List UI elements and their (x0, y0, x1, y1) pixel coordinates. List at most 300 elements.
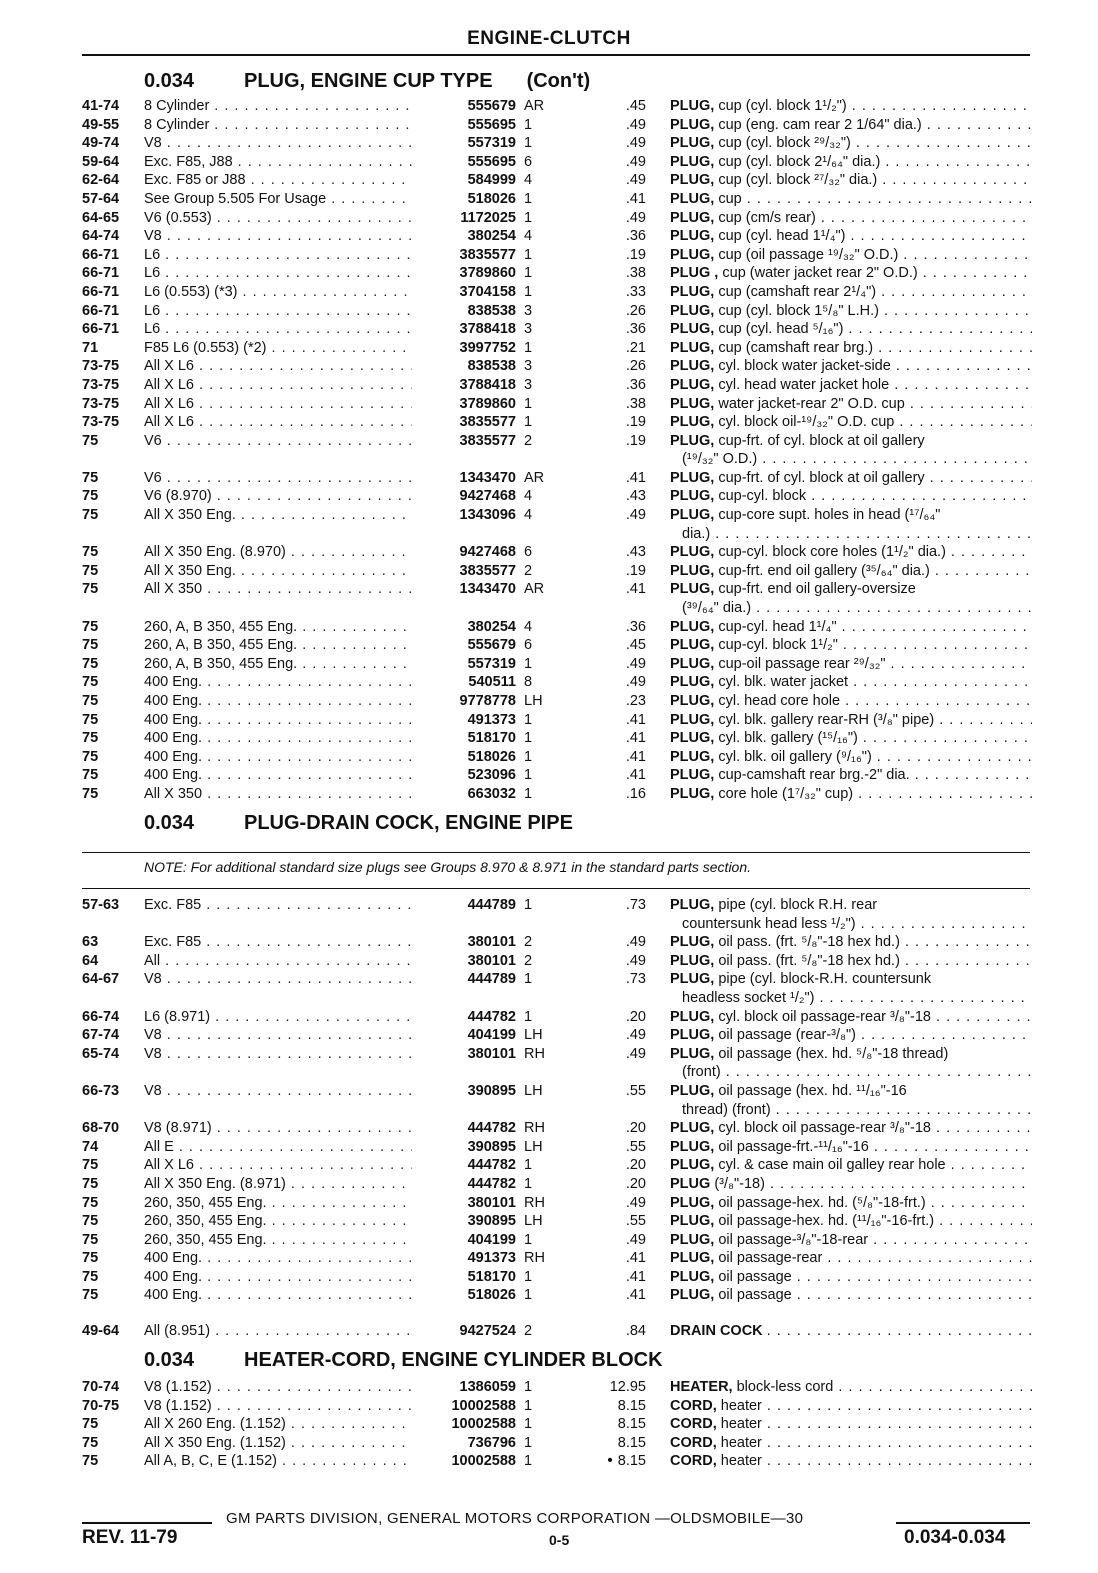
part-number-cell: 10002588 (412, 1452, 516, 1471)
item-description: cup (cyl. head 1¹/₄") (718, 228, 846, 245)
item-description-continued: (³⁹/₆₄" dia.) . . . (670, 599, 1032, 618)
price-cell: .73 (625, 971, 646, 988)
price-cell: .41 (625, 711, 646, 728)
item-description: cup (718, 190, 742, 207)
header-rule (82, 54, 1030, 56)
table-row (82, 711, 1032, 730)
quantity-cell: 1 (524, 265, 533, 282)
item-description: cup (cyl. block ²⁹/₃₂") (718, 135, 851, 152)
application-cell: L6 (0.553) (*3) . . . (144, 283, 422, 302)
item-description: cyl. block oil-¹⁹/₃₂" O.D. cup (718, 414, 895, 431)
description-cell (670, 506, 1032, 543)
table-row (82, 562, 1032, 581)
item-keyword: PLUG, (670, 952, 715, 969)
price-cell: .26 (625, 302, 646, 319)
quantity-cell: 2 (524, 432, 533, 449)
quantity-cell: 1 (524, 1231, 533, 1248)
item-description: cup-oil passage rear ²⁹/₃₂" (718, 655, 886, 672)
table-row (82, 116, 1032, 135)
year-cell: 59-64 (82, 153, 120, 170)
table-row (82, 543, 1032, 562)
quantity-cell: 1 (524, 1008, 533, 1025)
price-cell: .45 (625, 637, 646, 654)
section-title-cup-plug (144, 70, 590, 93)
item-description: oil pass. (frt. ⁵/₈"-18 hex hd.) (718, 934, 900, 951)
year-cell: 66-71 (82, 246, 120, 263)
footer-rule-left (82, 1522, 212, 1524)
table-row (82, 1156, 1032, 1175)
price-cell: .41 (625, 1287, 646, 1304)
description-cell (670, 1249, 1032, 1268)
description-cell (670, 1194, 1032, 1213)
application-cell: See Group 5.505 For Usage . . . (144, 190, 422, 209)
quantity-cell: 1 (524, 655, 533, 672)
item-description: oil passage-hex. hd. (⁵/₈"-18-frt.) (718, 1194, 926, 1211)
part-number-cell: 3788418 (412, 320, 516, 339)
item-description: cup (water jacket rear 2" O.D.) (722, 265, 918, 282)
table-row (82, 1415, 1032, 1434)
part-number-cell: 444782 (412, 1156, 516, 1175)
description-cell (670, 1415, 1032, 1434)
note-rule-top (82, 852, 1030, 853)
part-number-cell: 518026 (412, 748, 516, 767)
quantity-cell: 1 (524, 246, 533, 263)
item-description: oil passage-hex. hd. (¹¹/₁₆"-16-frt.) (718, 1213, 935, 1230)
year-cell: 70-75 (82, 1397, 120, 1414)
table-row (82, 1119, 1032, 1138)
item-keyword: PLUG, (670, 135, 715, 152)
quantity-cell: 1 (524, 897, 533, 913)
item-keyword: PLUG, (670, 1287, 715, 1304)
description-cell (670, 1175, 1032, 1194)
quantity-cell: 2 (524, 952, 533, 969)
quantity-cell: 1 (524, 339, 533, 356)
table-row (82, 766, 1032, 785)
item-keyword: PLUG, (670, 395, 715, 412)
table-row (82, 134, 1032, 153)
quantity-cell: 3 (524, 302, 533, 319)
description-cell (670, 711, 1032, 730)
item-description: cyl. block water jacket-side (718, 358, 891, 375)
part-number-cell: 10002588 (412, 1397, 516, 1416)
year-cell: 75 (82, 507, 99, 524)
item-keyword: PLUG, (670, 1120, 715, 1137)
item-keyword: PLUG, (670, 339, 715, 356)
description-cell (670, 395, 1032, 414)
item-keyword: PLUG, (670, 655, 715, 672)
application-cell: V6 . . . (144, 469, 422, 488)
item-description: oil passage (718, 1287, 792, 1304)
table-row (82, 320, 1032, 339)
description-cell (670, 227, 1032, 246)
table-row (82, 618, 1032, 637)
table-row (82, 246, 1032, 265)
item-keyword: PLUG, (670, 581, 715, 598)
item-description: cyl. block oil passage-rear ³/₈"-18 (718, 1120, 931, 1137)
year-cell: 71 (82, 339, 99, 356)
item-description: cup-frt. end oil gallery-oversize (718, 581, 916, 598)
price-cell: .26 (625, 358, 646, 375)
price-cell: .55 (625, 1213, 646, 1230)
table-row (82, 692, 1032, 711)
table-row (82, 227, 1032, 246)
part-number-cell: 380254 (412, 227, 516, 246)
section-number: 0.034 (144, 70, 195, 92)
item-keyword: PLUG , (670, 265, 719, 282)
description-cell (670, 320, 1032, 339)
year-cell: 66-71 (82, 302, 120, 319)
year-cell: 75 (82, 488, 99, 505)
item-keyword: PLUG, (670, 1250, 715, 1267)
price-cell: .33 (625, 283, 646, 300)
item-description: cup-cyl. block (718, 488, 807, 505)
part-number-cell: 491373 (412, 711, 516, 730)
table-row (82, 1452, 1032, 1471)
item-description: cyl. blk. water jacket (718, 674, 849, 691)
year-cell: 75 (82, 674, 99, 691)
item-description: cyl. block oil passage-rear ³/₈"-18 (718, 1008, 931, 1025)
item-description-continued: thread) (front) . . . (670, 1101, 1032, 1120)
price-cell: .19 (625, 562, 646, 579)
price-cell: .43 (625, 488, 646, 505)
item-keyword: PLUG, (670, 488, 715, 505)
description-cell (670, 487, 1032, 506)
description-cell (670, 469, 1032, 488)
item-keyword: PLUG, (670, 1045, 715, 1062)
item-keyword: PLUG, (670, 1268, 715, 1285)
application-cell: All E . . . (144, 1138, 422, 1157)
item-keyword: PLUG, (670, 544, 715, 561)
quantity-cell: 4 (524, 618, 533, 635)
item-description: pipe (cyl. block R.H. rear (718, 897, 878, 913)
application-cell: All X 260 Eng. (1.152) . . . (144, 1415, 422, 1434)
price-cell: .19 (625, 246, 646, 263)
item-keyword: PLUG, (670, 469, 715, 486)
year-cell: 66-71 (82, 265, 120, 282)
year-cell: 75 (82, 581, 99, 598)
application-cell: All X L6 . . . (144, 395, 422, 414)
item-keyword: PLUG, (670, 618, 715, 635)
description-cell (670, 97, 1032, 116)
quantity-cell: 1 (524, 1268, 533, 1285)
description-cell (670, 1322, 1032, 1341)
item-description: cup-frt. of cyl. block at oil gallery (718, 469, 925, 486)
year-cell: 75 (82, 785, 99, 802)
price-cell: .49 (625, 1045, 646, 1062)
quantity-cell: 2 (524, 934, 533, 951)
part-number-cell: 3704158 (412, 283, 516, 302)
item-description: cup (cm/s rear) (718, 209, 816, 226)
application-cell: V6 (8.970) . . . (144, 487, 422, 506)
application-cell: 8 Cylinder . . . (144, 97, 422, 116)
item-keyword: PLUG, (670, 302, 715, 319)
part-number-cell: 555695 (412, 116, 516, 135)
quantity-cell: 1 (524, 785, 533, 802)
table-row (82, 970, 1032, 1007)
year-cell: 65-74 (82, 1045, 120, 1062)
part-number-cell: 555679 (412, 636, 516, 655)
item-keyword: PLUG, (670, 674, 715, 691)
item-description: cyl. head core hole (718, 693, 841, 709)
footer-rule-right (896, 1522, 1030, 1524)
description-cell (670, 283, 1032, 302)
item-keyword: CORD, (670, 1416, 717, 1433)
item-description: cyl. blk. gallery (¹⁵/₁₆") (718, 730, 858, 747)
item-description: water jacket-rear 2" O.D. cup (718, 395, 905, 412)
application-cell: V8 . . . (144, 227, 422, 246)
quantity-cell: 1 (524, 711, 533, 728)
item-keyword: PLUG, (670, 1231, 715, 1248)
part-number-cell: 9778778 (412, 692, 516, 711)
item-description: cyl. blk. gallery rear-RH (³/₈" pipe) (718, 711, 935, 728)
item-keyword: PLUG, (670, 711, 715, 728)
footer-group-range: 0.034-0.034 (904, 1527, 1006, 1548)
price-cell: .73 (625, 897, 646, 913)
item-description-continued: headless socket ¹/₂") . . . (670, 989, 1032, 1008)
part-number-cell: 540511 (412, 673, 516, 692)
description-cell (670, 413, 1032, 432)
quantity-cell: 3 (524, 358, 533, 375)
application-cell: V8 (1.152) . . . (144, 1378, 422, 1397)
part-number-cell: 1172025 (412, 209, 516, 228)
year-cell: 64-67 (82, 971, 120, 988)
item-keyword: CORD, (670, 1397, 717, 1414)
part-number-cell: 390895 (412, 1082, 516, 1101)
item-description: oil pass. (frt. ⁵/₈"-18 hex hd.) (718, 952, 900, 969)
application-cell: All (8.951) . . . (144, 1322, 422, 1341)
year-cell: 75 (82, 544, 99, 561)
item-keyword: HEATER, (670, 1379, 733, 1395)
part-number-cell: 523096 (412, 766, 516, 785)
year-cell: 75 (82, 1416, 99, 1433)
quantity-cell: 1 (524, 1157, 533, 1174)
item-description: oil passage (718, 1268, 792, 1285)
quantity-cell: 6 (524, 637, 533, 654)
part-number-cell: 555679 (412, 97, 516, 116)
table-row (82, 469, 1032, 488)
item-description: cup-cyl. block 1¹/₂" (718, 637, 838, 654)
application-cell: All X 350 . . . (144, 580, 422, 599)
item-description: (³/₈"-18) (714, 1175, 765, 1192)
price-cell: .19 (625, 432, 646, 449)
application-cell: All X L6 . . . (144, 413, 422, 432)
application-cell: V8 . . . (144, 970, 422, 989)
year-cell: 75 (82, 469, 99, 486)
table-row (82, 952, 1032, 971)
year-cell: 67-74 (82, 1027, 120, 1044)
table-row (82, 357, 1032, 376)
part-number-cell: 555695 (412, 153, 516, 172)
part-number-cell: 557319 (412, 134, 516, 153)
table-row (82, 1175, 1032, 1194)
year-cell: 57-64 (82, 190, 120, 207)
year-cell: 75 (82, 562, 99, 579)
description-cell (670, 896, 1032, 933)
item-description: cup (cyl. head ⁵/₁₆") (718, 321, 844, 338)
description-cell (670, 1008, 1032, 1027)
application-cell: All X 350 . . . (144, 785, 422, 804)
year-cell: 63 (82, 934, 99, 951)
part-number-cell: 404199 (412, 1026, 516, 1045)
parts-table-pipe-plugs (82, 896, 1032, 1305)
year-cell: 75 (82, 1175, 99, 1192)
application-cell: L6 . . . (144, 264, 422, 283)
price-cell: .49 (625, 135, 646, 152)
part-number-cell: 390895 (412, 1212, 516, 1231)
table-row (82, 153, 1032, 172)
quantity-cell: AR (524, 581, 545, 598)
year-cell: 73-75 (82, 395, 120, 412)
price-cell: .45 (625, 98, 646, 114)
description-cell (670, 1082, 1032, 1119)
quantity-cell: LH (524, 1213, 543, 1230)
part-number-cell: 3835577 (412, 413, 516, 432)
item-keyword: PLUG, (670, 971, 715, 988)
description-cell (670, 1452, 1032, 1471)
description-cell (670, 933, 1032, 952)
part-number-cell: 3789860 (412, 264, 516, 283)
description-cell (670, 153, 1032, 172)
year-cell: 73-75 (82, 358, 120, 375)
table-row (82, 413, 1032, 432)
table-row (82, 1378, 1032, 1397)
table-row (82, 1026, 1032, 1045)
part-number-cell: 1343096 (412, 506, 516, 525)
year-cell: 75 (82, 1268, 99, 1285)
item-keyword: PLUG, (670, 1213, 715, 1230)
year-cell: 41-74 (82, 98, 120, 114)
table-row (82, 655, 1032, 674)
price-cell: .49 (625, 1027, 646, 1044)
part-number-cell: 444789 (412, 970, 516, 989)
part-number-cell: 838538 (412, 357, 516, 376)
price-cell: .49 (625, 934, 646, 951)
table-row (82, 209, 1032, 228)
part-number-cell: 584999 (412, 171, 516, 190)
application-cell: All X 350 Eng. (8.971) . . . (144, 1175, 422, 1194)
table-row (82, 302, 1032, 321)
application-cell: 260, A, B 350, 455 Eng. . . . (144, 618, 422, 637)
item-description: block-less cord (736, 1379, 834, 1395)
table-row (82, 1397, 1032, 1416)
quantity-cell: 1 (524, 1287, 533, 1304)
part-number-cell: 518170 (412, 1268, 516, 1287)
part-number-cell: 444789 (412, 896, 516, 915)
part-number-cell: 9427468 (412, 487, 516, 506)
year-cell: 74 (82, 1138, 99, 1155)
item-description: cup (cyl. block 1¹/₂") (718, 98, 847, 114)
table-row (82, 1434, 1032, 1453)
application-cell: V8 . . . (144, 134, 422, 153)
part-number-cell: 736796 (412, 1434, 516, 1453)
part-number-cell: 3835577 (412, 562, 516, 581)
item-keyword: PLUG, (670, 228, 715, 245)
application-cell: V8 . . . (144, 1045, 422, 1064)
quantity-cell: RH (524, 1250, 545, 1267)
quantity-cell: 2 (524, 1323, 533, 1339)
application-cell: Exc. F85 or J88 . . . (144, 171, 422, 190)
item-description: oil passage-frt.-¹¹/₁₆"-16 (718, 1138, 869, 1155)
price-cell: .49 (625, 209, 646, 226)
application-cell: All . . . (144, 952, 422, 971)
item-description: cup-frt. of cyl. block at oil gallery (718, 432, 925, 449)
price-cell: .36 (625, 618, 646, 635)
application-cell: 260, A, B 350, 455 Eng. . . . (144, 636, 422, 655)
table-row (82, 339, 1032, 358)
item-description: oil passage (hex. hd. ¹¹/₁₆"-16 (718, 1082, 907, 1099)
description-cell (670, 1212, 1032, 1231)
quantity-cell: 6 (524, 153, 533, 170)
price-cell: .36 (625, 228, 646, 245)
part-number-cell: 380101 (412, 1045, 516, 1064)
price-cell: .20 (625, 1175, 646, 1192)
year-cell: 64-65 (82, 209, 120, 226)
part-number-cell: 557319 (412, 655, 516, 674)
description-cell (670, 766, 1032, 785)
year-cell: 70-74 (82, 1379, 120, 1395)
quantity-cell: AR (524, 98, 545, 114)
item-keyword: PLUG, (670, 432, 715, 449)
quantity-cell: 1 (524, 283, 533, 300)
application-cell: 400 Eng. . . . (144, 729, 422, 748)
part-number-cell: 380101 (412, 952, 516, 971)
footer-publisher: GM PARTS DIVISION, GENERAL MOTORS CORPORATION —OLDSMOBILE—30 (226, 1510, 804, 1527)
table-row (82, 1322, 1032, 1341)
part-number-cell: 1386059 (412, 1378, 516, 1397)
price-cell: .16 (625, 785, 646, 802)
quantity-cell: 3 (524, 321, 533, 338)
part-number-cell: 9427468 (412, 543, 516, 562)
part-number-cell: 518170 (412, 729, 516, 748)
item-description: heater (720, 1416, 762, 1433)
year-cell: 66-71 (82, 283, 120, 300)
quantity-cell: 2 (524, 562, 533, 579)
application-cell: V8 . . . (144, 1026, 422, 1045)
year-cell: 62-64 (82, 172, 120, 189)
description-cell (670, 952, 1032, 971)
item-keyword: PLUG, (670, 1194, 715, 1211)
year-cell: 64 (82, 952, 99, 969)
description-cell (670, 562, 1032, 581)
description-cell (670, 339, 1032, 358)
section-heading: PLUG, ENGINE CUP TYPE (244, 70, 493, 92)
footer-page-number: 0-5 (549, 1532, 570, 1548)
description-cell (670, 1026, 1032, 1045)
price-cell: .41 (625, 767, 646, 784)
table-row (82, 1045, 1032, 1082)
item-keyword: PLUG, (670, 934, 715, 951)
quantity-cell: 1 (524, 1175, 533, 1192)
quantity-cell: RH (524, 1194, 545, 1211)
price-cell: .49 (625, 116, 646, 133)
year-cell: 75 (82, 637, 99, 654)
quantity-cell: 4 (524, 228, 533, 245)
application-cell: 260, 350, 455 Eng. . . . (144, 1231, 422, 1250)
part-number-cell: 1343470 (412, 580, 516, 599)
description-cell (670, 636, 1032, 655)
section-number: 0.034 (144, 1349, 195, 1371)
item-description-continued: (front) . . . (670, 1063, 1032, 1082)
quantity-cell: AR (524, 469, 545, 486)
application-cell: L6 . . . (144, 302, 422, 321)
year-cell: 66-73 (82, 1082, 120, 1099)
price-cell: .20 (625, 1120, 646, 1137)
application-cell: Exc. F85 . . . (144, 933, 422, 952)
application-cell: All X 350 Eng. . . . (144, 506, 422, 525)
item-description: cup (camshaft rear brg.) (718, 339, 874, 356)
item-keyword: PLUG, (670, 209, 715, 226)
description-cell (670, 618, 1032, 637)
